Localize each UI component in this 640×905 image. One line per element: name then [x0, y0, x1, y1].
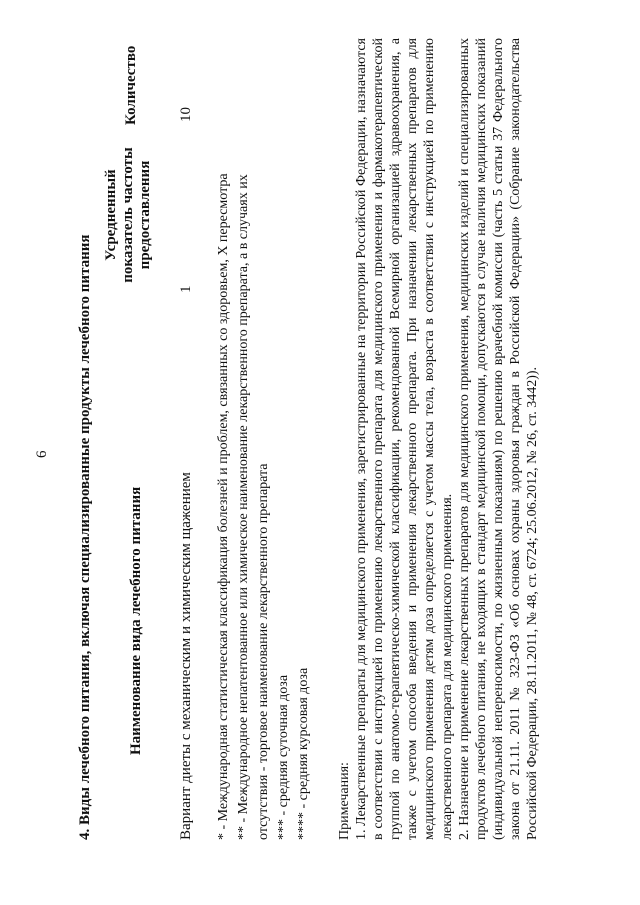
section-heading: 4. Виды лечебного питания, включая специализированные продукты лечебного питания: [77, 234, 93, 840]
notes-block: [336, 38, 541, 840]
table-header-quantity: Количество: [123, 45, 139, 125]
footnote-course-dose: **** - средняя курсовая доза: [296, 667, 311, 840]
footnote-inn-continued: отсутствия - торговое наименование лекарственного препарата: [256, 463, 271, 840]
table-header-name: Наименование вида лечебного питания: [128, 486, 144, 755]
table-header-frequency: Усредненный показатель частоты предоставления: [103, 147, 153, 283]
notes-title: Примечания:: [337, 762, 352, 840]
footnote-inn: ** - Международное непатентованное или химическое наименование лекарственного препарата, а в случаях их: [236, 174, 251, 840]
footnote-daily-dose: *** - средняя суточная доза: [276, 674, 291, 840]
page-number: 6: [34, 450, 50, 458]
footnote-icd: * - Международная статистическая классификация болезней и проблем, связанных со здоровьем, X пересмотра: [216, 173, 231, 840]
note-item-1: 1. Лекарственные препараты для медицинского применения, зарегистрированные на территории Российской Федерации, назначаются в соответствии с инструкцией по применению лекарственного препарата для медицинского применения и фармакотерапевтической группой по анатомо-терапевтическо-химической классификации, рекомендованной Всемирной организацией здравоохранения, а также с учетом способа введения и применения лекарственного препарата. При назначении лекарственных препаратов для медицинского применения детям доза определяется с учетом массы тела, возраста в соответствии с инструкцией по применению лекарственного препарата для медицинского применения.: [354, 38, 455, 840]
note-item-2: 2. Назначение и применение лекарственных препаратов для медицинского применения, медицинских изделий и специализированных продуктов лечебного питания, не входящих в стандарт медицинской помощи, допускаются в случае наличия медицинских показаний (индивидуальной непереносимости, по жизненным показаниям) по решению врачебной комиссии (часть 5 статьи 37 Федерального закона от 21.11. 2011 № 323-ФЗ «Об основах охраны здоровья граждан в Российской Федерации» (Собрание законодательства Российской Федерации, 28.11.2011, № 48, ст. 6724; 25.06.2012, № 26, ст. 3442)).: [456, 38, 541, 840]
table-cell-name: Вариант диеты с механическим и химическим щажением: [178, 472, 194, 840]
table-cell-quantity: 10: [178, 107, 194, 122]
table-cell-frequency: 1: [178, 285, 194, 293]
